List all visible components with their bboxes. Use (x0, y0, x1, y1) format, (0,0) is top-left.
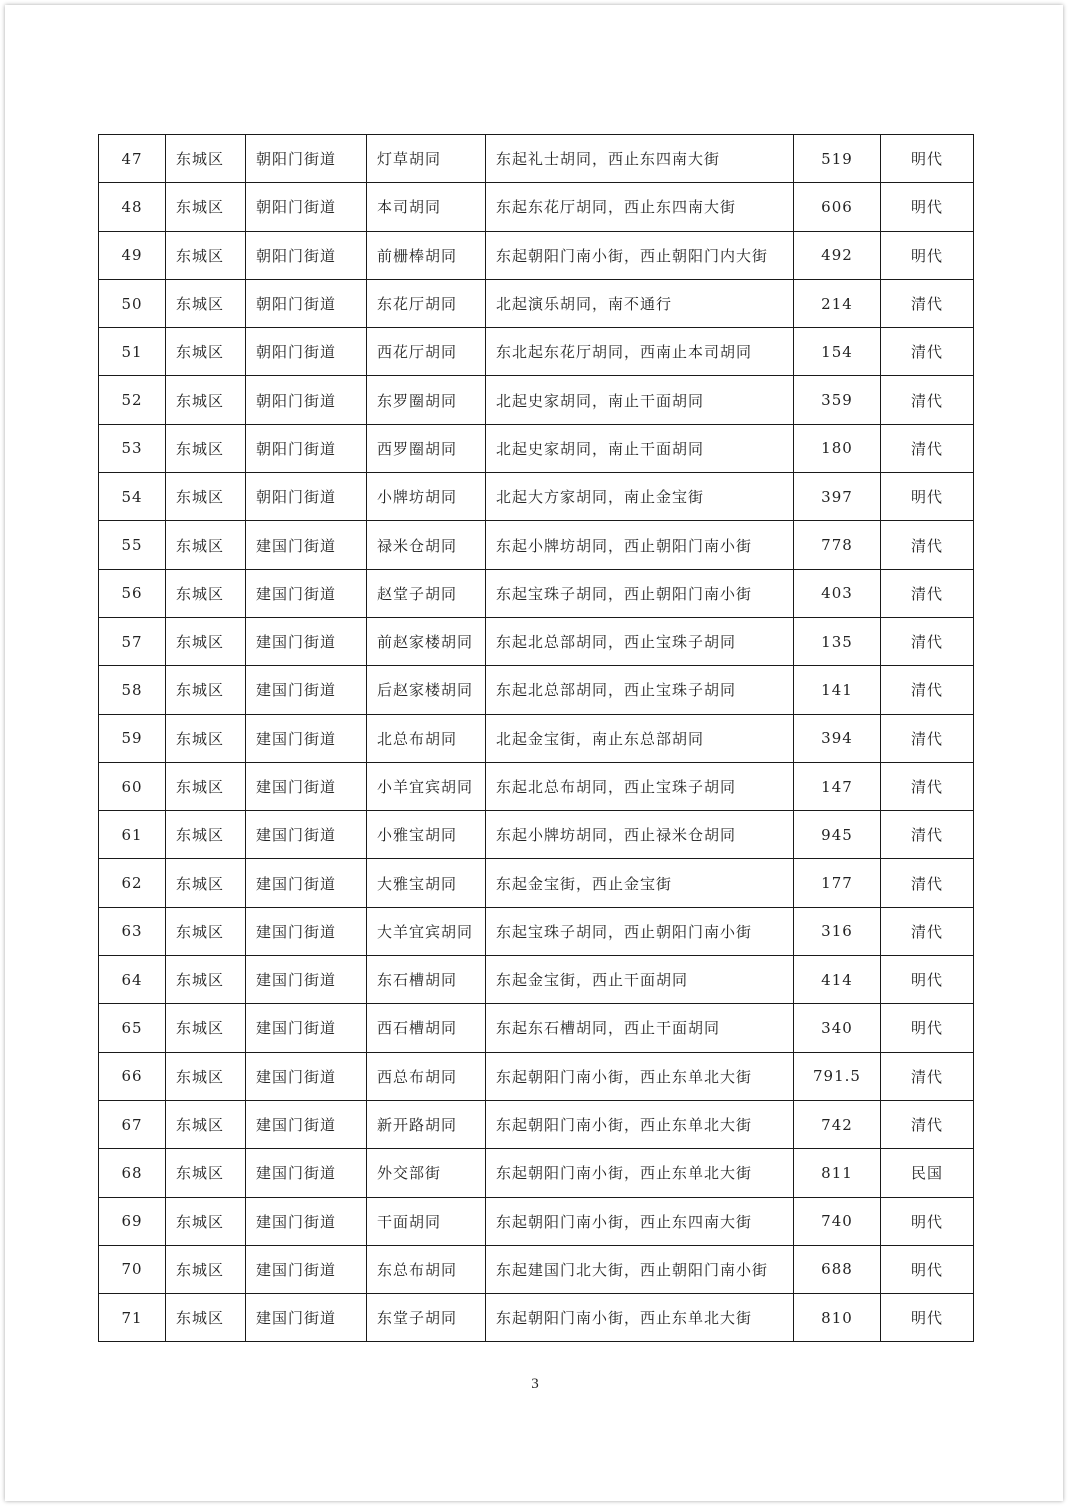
cell-hutong-name: 赵堂子胡同 (367, 569, 486, 617)
table-body (99, 135, 974, 1342)
cell-subdistrict: 朝阳门街道 (246, 328, 367, 376)
cell-district: 东城区 (166, 907, 246, 955)
cell-length: 519 (794, 135, 881, 183)
cell-district: 东城区 (166, 376, 246, 424)
cell-district: 东城区 (166, 279, 246, 327)
cell-length: 778 (794, 521, 881, 569)
cell-subdistrict: 朝阳门街道 (246, 279, 367, 327)
cell-hutong-name: 西罗圈胡同 (367, 424, 486, 472)
cell-district: 东城区 (166, 1052, 246, 1100)
cell-district: 东城区 (166, 1245, 246, 1293)
cell-extent: 东起礼士胡同，西止东四南大街 (486, 135, 794, 183)
table-row (99, 859, 974, 907)
cell-extent: 东北起东花厅胡同，西南止本司胡同 (486, 328, 794, 376)
cell-era: 清代 (881, 907, 974, 955)
cell-era: 明代 (881, 1197, 974, 1245)
cell-subdistrict: 建国门街道 (246, 1100, 367, 1148)
cell-hutong-name: 小羊宜宾胡同 (367, 762, 486, 810)
cell-era: 清代 (881, 714, 974, 762)
cell-number: 53 (99, 424, 166, 472)
cell-subdistrict: 朝阳门街道 (246, 376, 367, 424)
cell-length: 177 (794, 859, 881, 907)
cell-number: 63 (99, 907, 166, 955)
cell-hutong-name: 前赵家楼胡同 (367, 617, 486, 665)
cell-era: 清代 (881, 617, 974, 665)
cell-number: 48 (99, 183, 166, 231)
cell-subdistrict: 朝阳门街道 (246, 135, 367, 183)
cell-hutong-name: 大羊宜宾胡同 (367, 907, 486, 955)
page-number: 3 (531, 1376, 539, 1392)
cell-hutong-name: 禄米仓胡同 (367, 521, 486, 569)
cell-length: 810 (794, 1294, 881, 1342)
cell-length: 180 (794, 424, 881, 472)
table-row (99, 1294, 974, 1342)
cell-number: 58 (99, 666, 166, 714)
cell-district: 东城区 (166, 811, 246, 859)
cell-length: 740 (794, 1197, 881, 1245)
cell-hutong-name: 本司胡同 (367, 183, 486, 231)
cell-subdistrict: 建国门街道 (246, 1149, 367, 1197)
table-row (99, 1197, 974, 1245)
cell-extent: 东起北总部胡同，西止宝珠子胡同 (486, 617, 794, 665)
cell-era: 明代 (881, 183, 974, 231)
cell-extent: 东起金宝街，西止干面胡同 (486, 956, 794, 1004)
cell-era: 清代 (881, 376, 974, 424)
cell-length: 397 (794, 473, 881, 521)
cell-number: 59 (99, 714, 166, 762)
cell-hutong-name: 西花厅胡同 (367, 328, 486, 376)
cell-length: 606 (794, 183, 881, 231)
cell-district: 东城区 (166, 1294, 246, 1342)
cell-hutong-name: 后赵家楼胡同 (367, 666, 486, 714)
cell-district: 东城区 (166, 135, 246, 183)
cell-district: 东城区 (166, 617, 246, 665)
cell-subdistrict: 建国门街道 (246, 569, 367, 617)
cell-hutong-name: 北总布胡同 (367, 714, 486, 762)
cell-hutong-name: 东花厅胡同 (367, 279, 486, 327)
table-row (99, 328, 974, 376)
cell-subdistrict: 朝阳门街道 (246, 183, 367, 231)
table-row (99, 521, 974, 569)
hutong-table (98, 134, 974, 1342)
cell-era: 清代 (881, 811, 974, 859)
table-row (99, 231, 974, 279)
table-row (99, 811, 974, 859)
cell-subdistrict: 建国门街道 (246, 1052, 367, 1100)
cell-length: 492 (794, 231, 881, 279)
cell-subdistrict: 建国门街道 (246, 1294, 367, 1342)
cell-extent: 东起朝阳门南小街，西止东单北大街 (486, 1052, 794, 1100)
table-row (99, 907, 974, 955)
cell-extent: 东起小牌坊胡同，西止禄米仓胡同 (486, 811, 794, 859)
table-row (99, 956, 974, 1004)
cell-district: 东城区 (166, 473, 246, 521)
cell-district: 东城区 (166, 183, 246, 231)
cell-era: 清代 (881, 521, 974, 569)
table-row (99, 424, 974, 472)
table-row (99, 1052, 974, 1100)
cell-subdistrict: 建国门街道 (246, 956, 367, 1004)
cell-district: 东城区 (166, 1004, 246, 1052)
cell-extent: 北起金宝街，南止东总部胡同 (486, 714, 794, 762)
cell-number: 67 (99, 1100, 166, 1148)
cell-hutong-name: 大雅宝胡同 (367, 859, 486, 907)
cell-number: 51 (99, 328, 166, 376)
cell-number: 57 (99, 617, 166, 665)
cell-era: 清代 (881, 762, 974, 810)
cell-subdistrict: 建国门街道 (246, 907, 367, 955)
cell-subdistrict: 朝阳门街道 (246, 473, 367, 521)
cell-extent: 东起朝阳门南小街，西止东单北大街 (486, 1100, 794, 1148)
cell-district: 东城区 (166, 328, 246, 376)
cell-extent: 东起宝珠子胡同，西止朝阳门南小街 (486, 569, 794, 617)
cell-hutong-name: 灯草胡同 (367, 135, 486, 183)
cell-number: 62 (99, 859, 166, 907)
cell-length: 340 (794, 1004, 881, 1052)
cell-era: 清代 (881, 424, 974, 472)
table-row (99, 762, 974, 810)
cell-length: 214 (794, 279, 881, 327)
cell-number: 55 (99, 521, 166, 569)
cell-hutong-name: 东堂子胡同 (367, 1294, 486, 1342)
cell-length: 147 (794, 762, 881, 810)
cell-era: 清代 (881, 1100, 974, 1148)
cell-era: 清代 (881, 569, 974, 617)
cell-extent: 东起建国门北大街，西止朝阳门南小街 (486, 1245, 794, 1293)
table-row (99, 1149, 974, 1197)
cell-extent: 东起北总部胡同，西止宝珠子胡同 (486, 666, 794, 714)
cell-number: 60 (99, 762, 166, 810)
cell-subdistrict: 建国门街道 (246, 1245, 367, 1293)
cell-extent: 东起朝阳门南小街，西止东四南大街 (486, 1197, 794, 1245)
table-row (99, 714, 974, 762)
table-row (99, 279, 974, 327)
table-row (99, 1004, 974, 1052)
table-row (99, 135, 974, 183)
cell-era: 清代 (881, 279, 974, 327)
cell-number: 69 (99, 1197, 166, 1245)
cell-hutong-name: 东石槽胡同 (367, 956, 486, 1004)
cell-number: 50 (99, 279, 166, 327)
cell-length: 791.5 (794, 1052, 881, 1100)
cell-number: 64 (99, 956, 166, 1004)
cell-hutong-name: 东罗圈胡同 (367, 376, 486, 424)
cell-extent: 东起东石槽胡同，西止干面胡同 (486, 1004, 794, 1052)
cell-number: 68 (99, 1149, 166, 1197)
cell-subdistrict: 建国门街道 (246, 762, 367, 810)
cell-era: 明代 (881, 1004, 974, 1052)
cell-number: 65 (99, 1004, 166, 1052)
cell-era: 明代 (881, 956, 974, 1004)
cell-length: 742 (794, 1100, 881, 1148)
cell-extent: 东起金宝街，西止金宝街 (486, 859, 794, 907)
cell-number: 47 (99, 135, 166, 183)
cell-number: 66 (99, 1052, 166, 1100)
cell-district: 东城区 (166, 762, 246, 810)
cell-district: 东城区 (166, 521, 246, 569)
cell-subdistrict: 建国门街道 (246, 666, 367, 714)
table-row (99, 183, 974, 231)
table-row (99, 1245, 974, 1293)
cell-length: 359 (794, 376, 881, 424)
cell-hutong-name: 小雅宝胡同 (367, 811, 486, 859)
cell-hutong-name: 东总布胡同 (367, 1245, 486, 1293)
cell-era: 清代 (881, 1052, 974, 1100)
cell-extent: 东起北总布胡同，西止宝珠子胡同 (486, 762, 794, 810)
cell-subdistrict: 建国门街道 (246, 859, 367, 907)
cell-extent: 北起史家胡同，南止干面胡同 (486, 376, 794, 424)
cell-hutong-name: 西总布胡同 (367, 1052, 486, 1100)
cell-hutong-name: 小牌坊胡同 (367, 473, 486, 521)
cell-subdistrict: 朝阳门街道 (246, 424, 367, 472)
cell-length: 141 (794, 666, 881, 714)
cell-subdistrict: 建国门街道 (246, 617, 367, 665)
cell-extent: 北起大方家胡同，南止金宝街 (486, 473, 794, 521)
table-row (99, 666, 974, 714)
cell-length: 394 (794, 714, 881, 762)
cell-district: 东城区 (166, 956, 246, 1004)
cell-subdistrict: 建国门街道 (246, 521, 367, 569)
cell-extent: 东起东花厅胡同，西止东四南大街 (486, 183, 794, 231)
cell-era: 明代 (881, 1245, 974, 1293)
cell-extent: 东起宝珠子胡同，西止朝阳门南小街 (486, 907, 794, 955)
cell-extent: 东起朝阳门南小街，西止东单北大街 (486, 1294, 794, 1342)
cell-subdistrict: 建国门街道 (246, 714, 367, 762)
cell-length: 316 (794, 907, 881, 955)
cell-hutong-name: 前栅棒胡同 (367, 231, 486, 279)
cell-length: 403 (794, 569, 881, 617)
cell-extent: 东起小牌坊胡同，西止朝阳门南小街 (486, 521, 794, 569)
table-row (99, 617, 974, 665)
cell-district: 东城区 (166, 666, 246, 714)
cell-hutong-name: 干面胡同 (367, 1197, 486, 1245)
cell-era: 明代 (881, 231, 974, 279)
cell-era: 清代 (881, 859, 974, 907)
cell-number: 52 (99, 376, 166, 424)
cell-era: 清代 (881, 666, 974, 714)
cell-extent: 东起朝阳门南小街，西止东单北大街 (486, 1149, 794, 1197)
cell-era: 明代 (881, 1294, 974, 1342)
cell-district: 东城区 (166, 1197, 246, 1245)
cell-district: 东城区 (166, 714, 246, 762)
cell-era: 明代 (881, 473, 974, 521)
cell-subdistrict: 建国门街道 (246, 811, 367, 859)
cell-subdistrict: 建国门街道 (246, 1197, 367, 1245)
cell-number: 61 (99, 811, 166, 859)
cell-number: 70 (99, 1245, 166, 1293)
cell-district: 东城区 (166, 424, 246, 472)
cell-length: 688 (794, 1245, 881, 1293)
cell-hutong-name: 新开路胡同 (367, 1100, 486, 1148)
cell-number: 54 (99, 473, 166, 521)
cell-number: 49 (99, 231, 166, 279)
cell-extent: 东起朝阳门南小街，西止朝阳门内大街 (486, 231, 794, 279)
table-row (99, 376, 974, 424)
cell-district: 东城区 (166, 1100, 246, 1148)
cell-era: 明代 (881, 135, 974, 183)
cell-length: 414 (794, 956, 881, 1004)
cell-district: 东城区 (166, 569, 246, 617)
cell-era: 民国 (881, 1149, 974, 1197)
cell-length: 154 (794, 328, 881, 376)
table-row (99, 473, 974, 521)
cell-era: 清代 (881, 328, 974, 376)
cell-subdistrict: 朝阳门街道 (246, 231, 367, 279)
cell-subdistrict: 建国门街道 (246, 1004, 367, 1052)
cell-hutong-name: 西石槽胡同 (367, 1004, 486, 1052)
cell-district: 东城区 (166, 859, 246, 907)
cell-hutong-name: 外交部街 (367, 1149, 486, 1197)
cell-length: 135 (794, 617, 881, 665)
cell-district: 东城区 (166, 231, 246, 279)
cell-length: 811 (794, 1149, 881, 1197)
table-row (99, 569, 974, 617)
cell-extent: 北起演乐胡同，南不通行 (486, 279, 794, 327)
cell-district: 东城区 (166, 1149, 246, 1197)
cell-extent: 北起史家胡同，南止干面胡同 (486, 424, 794, 472)
cell-number: 56 (99, 569, 166, 617)
cell-number: 71 (99, 1294, 166, 1342)
cell-length: 945 (794, 811, 881, 859)
table-row (99, 1100, 974, 1148)
